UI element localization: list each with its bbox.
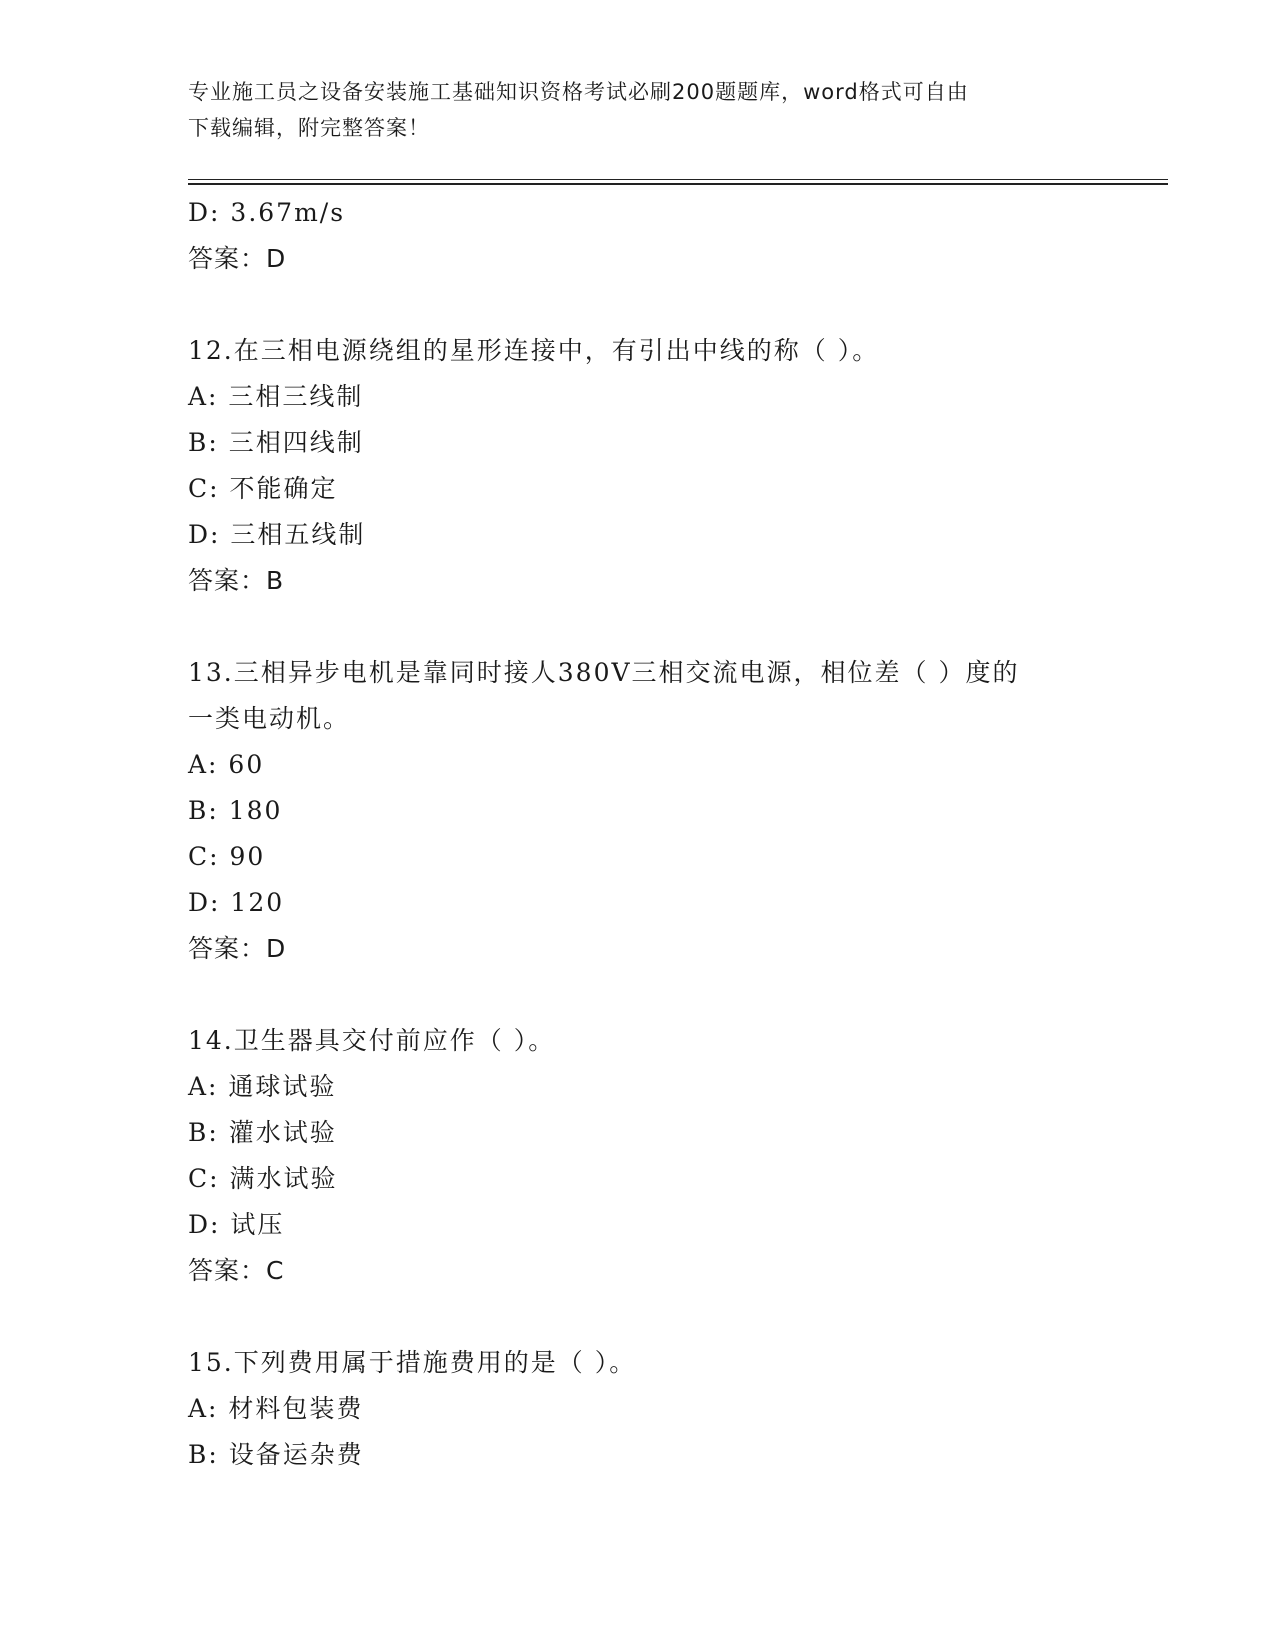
option-b: B: 180 [188,796,283,825]
spacer [188,282,1088,328]
option-b: B: 灌水试验 [188,1118,337,1147]
spacer [188,972,1088,1018]
question-text-line-2: 一类电动机。 [188,704,351,733]
spacer [188,604,1088,650]
question-block-11 [188,190,1088,282]
document-header [188,74,1068,146]
answer-line: 答案：D [188,934,287,963]
spacer [188,1294,1088,1340]
option-a: A: 60 [188,750,265,779]
option-d: D: 3.67m/s [188,198,346,227]
option-b: B: 设备运杂费 [188,1440,364,1469]
option-a: A: 材料包装费 [188,1394,364,1423]
answer-line: 答案：D [188,244,287,273]
option-a: A: 通球试验 [188,1072,337,1101]
question-block-15 [188,1340,1088,1478]
option-d: D: 三相五线制 [188,520,366,549]
option-c: C: 不能确定 [188,474,338,503]
question-text: 15.下列费用属于措施费用的是（ ）。 [188,1348,637,1377]
question-text-line-1: 13.三相异步电机是靠同时接人380V三相交流电源，相位差（ ）度的 [188,658,1020,687]
option-d: D: 120 [188,888,285,917]
question-text: 14.卫生器具交付前应作（ ）。 [188,1026,556,1055]
option-a: A: 三相三线制 [188,382,364,411]
question-list [188,190,1088,1478]
question-text: 12.在三相电源绕组的星形连接中，有引出中线的称（ ）。 [188,336,880,365]
option-b: B: 三相四线制 [188,428,364,457]
header-title-line-2: 下载编辑，附完整答案！ [188,116,430,140]
header-title-line-1: 专业施工员之设备安装施工基础知识资格考试必刷200题题库，word格式可自由 [188,80,969,104]
answer-line: 答案：B [188,566,285,595]
header-divider-thick [188,183,1168,185]
header-divider-thin [188,179,1168,180]
question-block-13 [188,650,1088,972]
option-c: C: 90 [188,842,266,871]
option-d: D: 试压 [188,1210,285,1239]
question-block-12 [188,328,1088,604]
option-c: C: 满水试验 [188,1164,338,1193]
question-block-14 [188,1018,1088,1294]
answer-line: 答案：C [188,1256,285,1285]
